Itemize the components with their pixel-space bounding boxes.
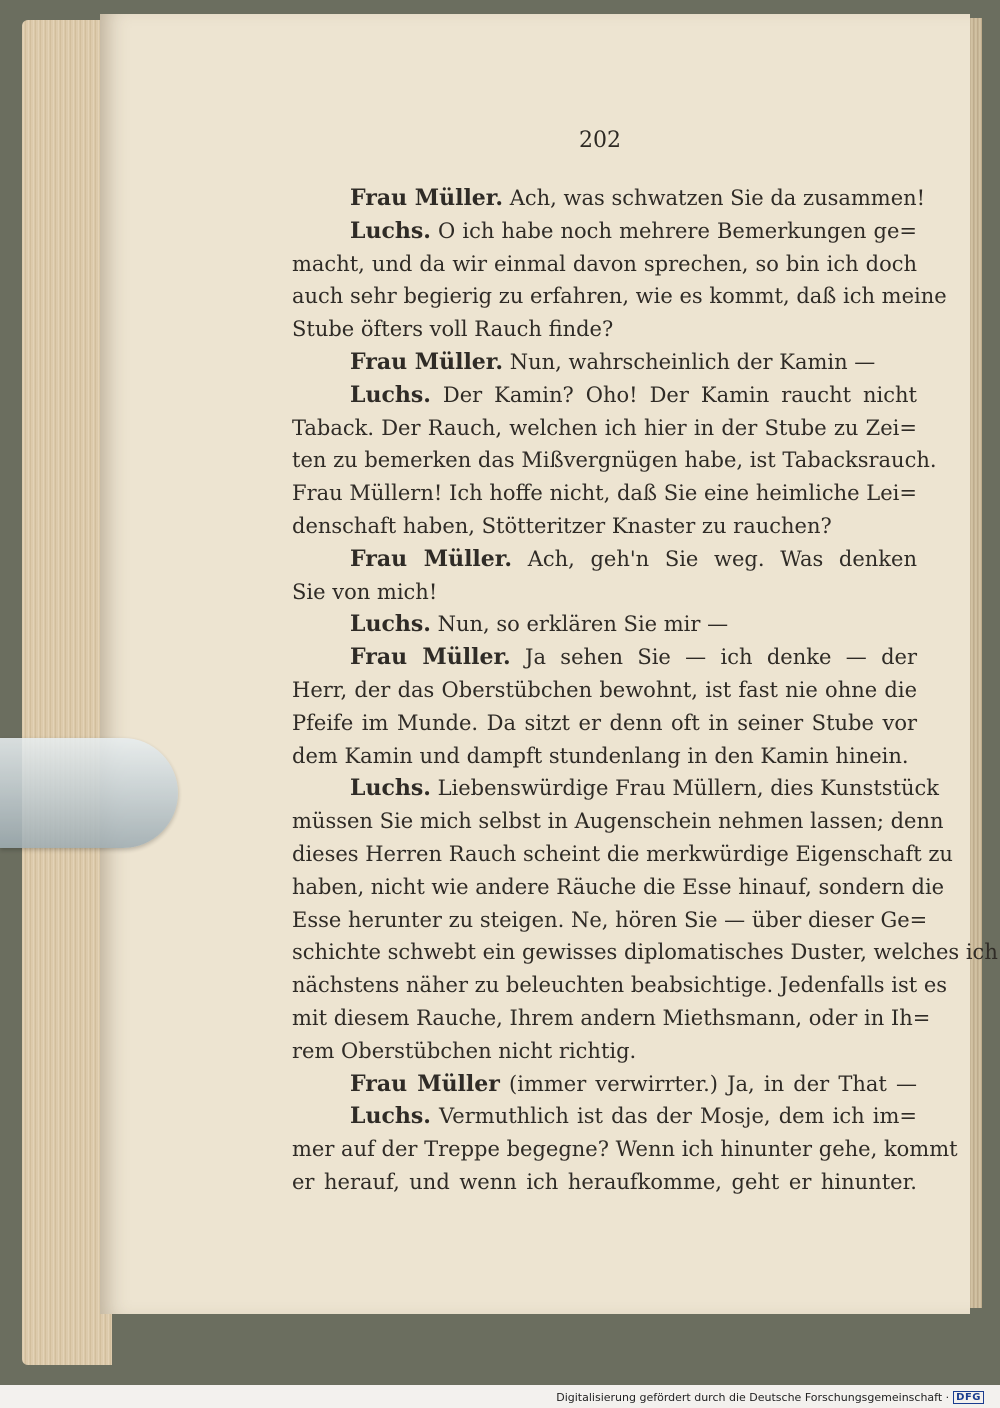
text-line <box>292 641 917 674</box>
line-text: rem Oberstübchen nicht richtig. <box>292 1038 637 1063</box>
text-line <box>292 412 917 445</box>
line-text: Ach, was schwatzen Sie da zusammen! <box>509 186 926 210</box>
dfg-logo-icon: DFG <box>953 1391 984 1404</box>
line-text: Ja sehen Sie — ich denke — der <box>525 645 917 670</box>
footer <box>556 1391 984 1404</box>
text-line <box>292 543 917 576</box>
line-text: Stube öfters voll Rauch finde? <box>292 317 614 342</box>
text-line <box>292 1133 958 1166</box>
text-line <box>292 838 953 871</box>
text-line <box>292 313 917 346</box>
speaker-name: Luchs. <box>350 217 431 244</box>
speaker-name: Frau Müller <box>350 1070 500 1097</box>
line-text: Taback. Der Rauch, welchen ich hier in der Stube zu Zei= <box>292 415 917 440</box>
text-line <box>292 1068 917 1101</box>
text-line <box>292 576 917 609</box>
text-line <box>292 215 917 248</box>
text-line <box>292 936 998 969</box>
text-line <box>292 182 926 215</box>
line-text: Pfeife im Munde. Da sitzt er denn oft in seiner Stube vor <box>292 710 917 735</box>
text-line <box>292 510 917 543</box>
page-text <box>292 182 998 1199</box>
line-text: dem Kamin und dampft stundenlang in den Kamin hinein. <box>292 743 909 768</box>
page-stack-left <box>22 20 112 1365</box>
line-text: dieses Herren Rauch scheint die merkwürdige Eigenschaft zu <box>292 841 953 866</box>
line-text: schichte schwebt ein gewisses diplomatisches Duster, welches ich <box>292 940 998 965</box>
line-text: Ach, geh'n Sie weg. Was denken <box>527 546 917 571</box>
text-line <box>292 477 917 510</box>
line-text: er herauf, und wenn ich heraufkomme, geht er hinunter. <box>292 1169 917 1194</box>
line-text: Nun, so erklären Sie mir — <box>437 612 729 637</box>
page-holder-clip <box>0 738 178 848</box>
text-line <box>292 444 937 477</box>
line-text: haben, nicht wie andere Räuche die Esse hinauf, sondern die <box>292 874 945 899</box>
line-text: Sie von mich! <box>292 579 438 604</box>
speaker-name: Luchs. <box>350 775 431 802</box>
line-text: ten zu bemerken das Mißvergnügen habe, ist Tabacksrauch. <box>292 448 937 473</box>
line-text: O ich habe noch mehrere Bemerkungen ge= <box>438 218 917 243</box>
text-line <box>292 346 917 379</box>
speaker-name: Frau Müller. <box>350 644 511 671</box>
text-line <box>292 904 928 937</box>
text-line <box>292 772 939 805</box>
text-line <box>292 1002 931 1035</box>
text-line <box>292 1166 917 1199</box>
text-line <box>292 248 917 281</box>
line-text: Vermuthlich ist das der Mosje, dem ich im= <box>439 1104 917 1129</box>
text-line <box>292 1035 917 1068</box>
line-text: mit diesem Rauche, Ihrem andern Miethsmann, oder in Ih= <box>292 1005 931 1030</box>
text-line <box>292 1100 917 1133</box>
text-line <box>292 379 917 412</box>
line-text: müssen Sie mich selbst in Augenschein nehmen lassen; denn <box>292 809 944 834</box>
line-text: auch sehr begierig zu erfahren, wie es kommt, daß ich meine <box>292 284 947 309</box>
footer-text: Digitalisierung gefördert durch die Deutsche Forschungsgemeinschaft · <box>556 1391 950 1404</box>
line-text: denschaft haben, Stötteritzer Knaster zu rauchen? <box>292 513 832 538</box>
speaker-name: Luchs. <box>350 1103 431 1130</box>
line-text: macht, und da wir einmal davon sprechen, so bin ich doch <box>292 251 917 276</box>
text-line <box>292 280 947 313</box>
speaker-name: Frau Müller. <box>350 185 504 211</box>
text-line <box>292 608 917 641</box>
speaker-name: Frau Müller. <box>350 545 513 572</box>
line-text: nächstens näher zu beleuchten beabsichtige. Jedenfalls ist es <box>292 973 948 998</box>
page-number: 202 <box>579 128 621 153</box>
line-text: mer auf der Treppe begegne? Wenn ich hinunter gehe, kommt <box>292 1137 958 1162</box>
line-text: Nun, wahrscheinlich der Kamin — <box>509 349 876 374</box>
line-text: Esse herunter zu steigen. Ne, hören Sie — über dieser Ge= <box>292 907 928 932</box>
speaker-name: Frau Müller. <box>350 348 504 375</box>
text-line <box>292 871 945 904</box>
speaker-name: Luchs. <box>350 611 431 638</box>
line-text: Herr, der das Oberstübchen bewohnt, ist fast nie ohne die <box>292 677 917 702</box>
text-line <box>292 969 948 1002</box>
line-text: Frau Müllern! Ich hoffe nicht, daß Sie eine heimliche Lei= <box>292 481 917 506</box>
line-text: (immer verwirrter.) Ja, in der That — <box>509 1071 917 1096</box>
speaker-name: Luchs. <box>350 381 431 408</box>
text-line <box>292 740 917 773</box>
line-text: Liebenswürdige Frau Müllern, dies Kunststück <box>437 776 939 801</box>
line-text: Der Kamin? Oho! Der Kamin raucht nicht <box>442 382 917 407</box>
text-line <box>292 805 944 838</box>
text-line <box>292 674 917 707</box>
text-line <box>292 707 917 740</box>
